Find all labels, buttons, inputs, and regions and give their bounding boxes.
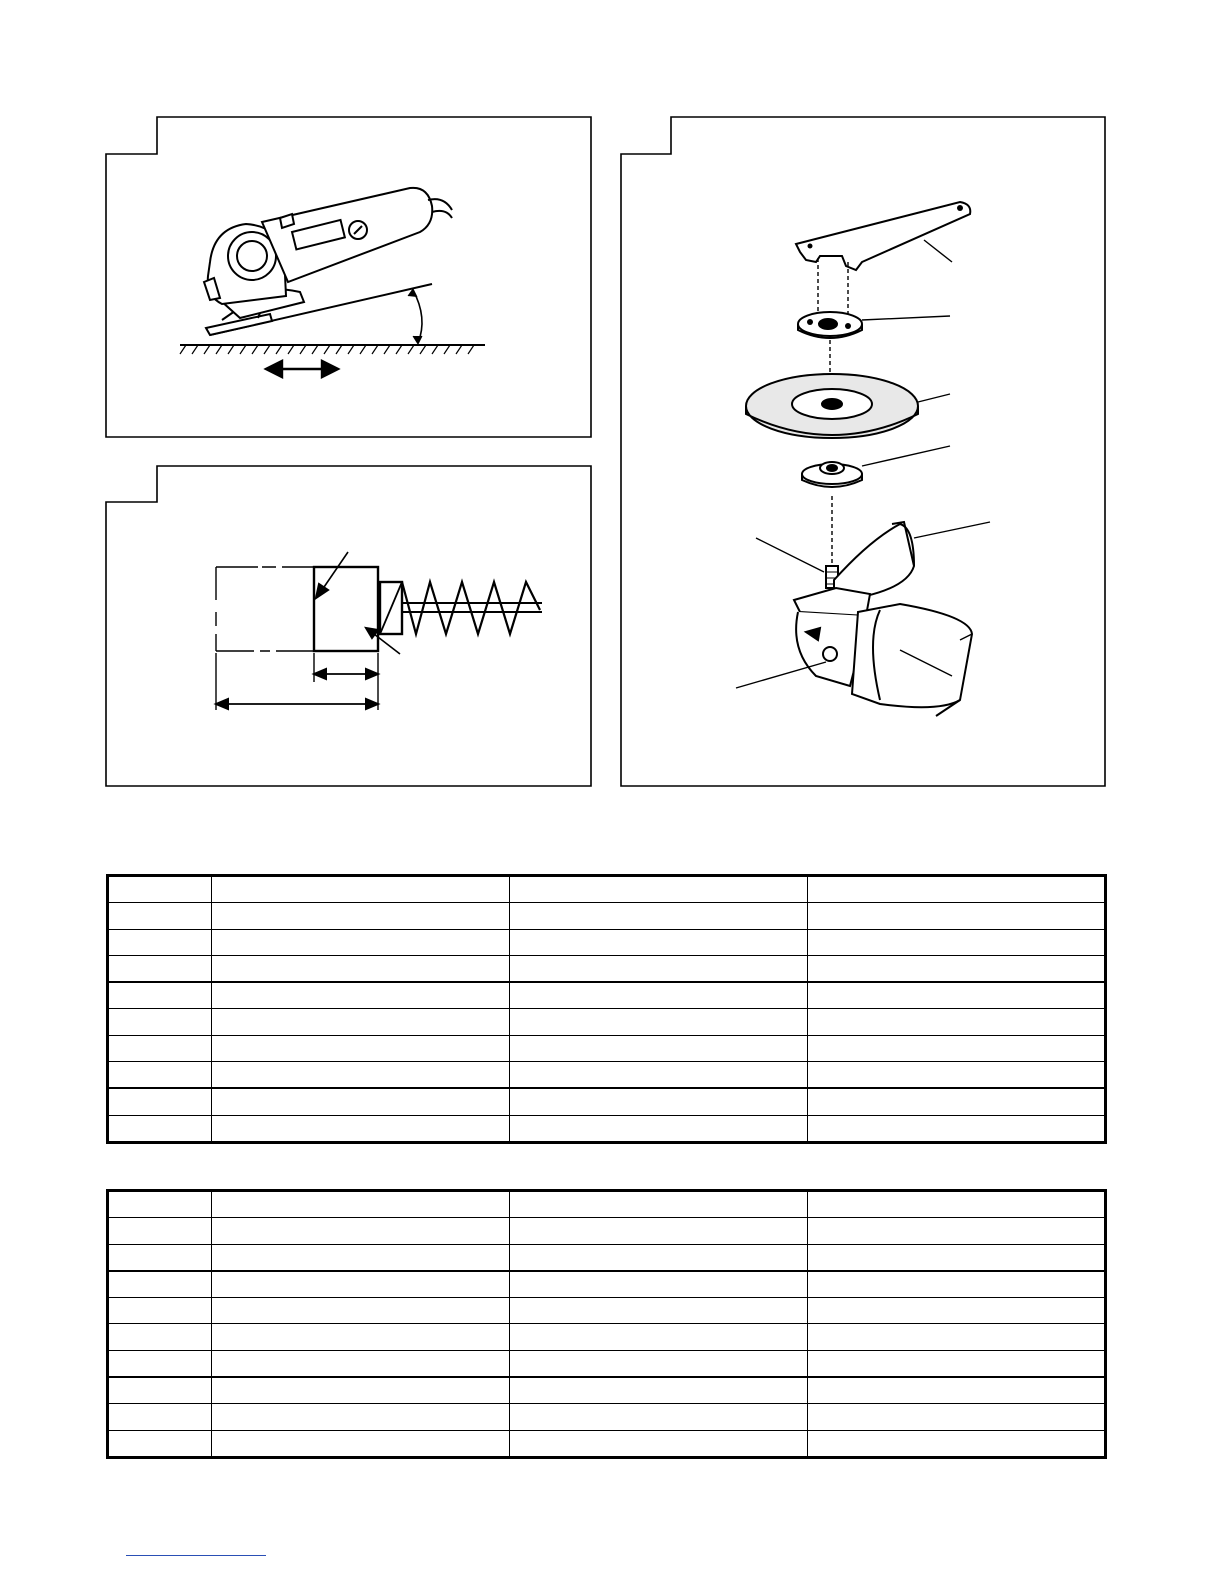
table-cell (108, 1088, 212, 1115)
table-row (108, 1009, 1106, 1035)
table-cell (808, 1271, 1106, 1298)
table-cell (510, 1009, 808, 1035)
table-cell (808, 982, 1106, 1009)
table-cell (510, 1035, 808, 1061)
table-row (108, 1298, 1106, 1324)
table-cell (808, 929, 1106, 955)
table-cell (108, 1009, 212, 1035)
table-cell (212, 929, 510, 955)
table-cell (212, 1088, 510, 1115)
table-row (108, 1218, 1106, 1244)
table-cell (510, 1377, 808, 1404)
table-row (108, 1088, 1106, 1115)
table-cell (510, 1088, 808, 1115)
table-cell (212, 1324, 510, 1350)
table-row (108, 982, 1106, 1009)
table-cell (212, 1062, 510, 1089)
table-cell (510, 1191, 808, 1218)
table-cell (808, 876, 1106, 903)
table-cell (212, 1191, 510, 1218)
table-cell (510, 1244, 808, 1271)
table-cell (808, 1088, 1106, 1115)
table-cell (108, 929, 212, 955)
spec-table-1 (106, 874, 1107, 1144)
table-cell (212, 1009, 510, 1035)
table-cell (108, 1430, 212, 1457)
table-cell (808, 1009, 1106, 1035)
table-row (108, 1430, 1106, 1457)
table-cell (808, 1035, 1106, 1061)
table-row (108, 1035, 1106, 1061)
table-cell (808, 1377, 1106, 1404)
figure-1-motion-arrow (266, 361, 338, 377)
table-cell (108, 1271, 212, 1298)
table-cell (808, 903, 1106, 929)
table-cell (212, 1350, 510, 1377)
table-cell (108, 1218, 212, 1244)
table-row (108, 1324, 1106, 1350)
table-cell (510, 876, 808, 903)
table-cell (108, 1191, 212, 1218)
table-row (108, 1404, 1106, 1430)
table-cell (510, 1324, 808, 1350)
table-cell (108, 1035, 212, 1061)
table-cell (212, 1298, 510, 1324)
table-cell (108, 1298, 212, 1324)
table-cell (510, 929, 808, 955)
table-cell (212, 1377, 510, 1404)
table-cell (212, 1271, 510, 1298)
table-cell (108, 1404, 212, 1430)
table-cell (510, 982, 808, 1009)
spec-table-2 (106, 1189, 1107, 1459)
table-cell (808, 1324, 1106, 1350)
table-cell (108, 1350, 212, 1377)
table-cell (808, 1244, 1106, 1271)
table-cell (510, 903, 808, 929)
table-row (108, 876, 1106, 903)
table-cell (808, 1350, 1106, 1377)
table-cell (212, 876, 510, 903)
table-cell (510, 1430, 808, 1457)
table-cell (510, 1404, 808, 1430)
table-cell (510, 1218, 808, 1244)
table-cell (108, 982, 212, 1009)
table-row (108, 1062, 1106, 1089)
table-cell (510, 955, 808, 982)
table-row (108, 1115, 1106, 1142)
table-cell (212, 1218, 510, 1244)
table-cell (808, 955, 1106, 982)
table-cell (212, 1115, 510, 1142)
table-row (108, 1377, 1106, 1404)
table-row (108, 1191, 1106, 1218)
table-cell (108, 955, 212, 982)
table-cell (808, 1062, 1106, 1089)
table-cell (808, 1298, 1106, 1324)
table-row (108, 1350, 1106, 1377)
table-cell (510, 1115, 808, 1142)
table-cell (808, 1430, 1106, 1457)
figure-2-brush-diagram (216, 552, 542, 710)
table-cell (108, 1244, 212, 1271)
table-cell (212, 1430, 510, 1457)
footer-link-underline[interactable] (126, 1555, 266, 1556)
figure-2-panel (106, 466, 591, 786)
table-cell (212, 903, 510, 929)
table-cell (212, 1404, 510, 1430)
figure-3-exploded-view (736, 202, 990, 716)
table-cell (108, 1062, 212, 1089)
table-cell (510, 1271, 808, 1298)
table-cell (808, 1218, 1106, 1244)
table-cell (108, 903, 212, 929)
table-row (108, 1271, 1106, 1298)
table-cell (212, 1035, 510, 1061)
table-row (108, 1244, 1106, 1271)
figure-1-grinder-illustration (180, 188, 485, 354)
table-row (108, 955, 1106, 982)
table-row (108, 903, 1106, 929)
table-cell (108, 876, 212, 903)
table-cell (212, 1244, 510, 1271)
table-row (108, 929, 1106, 955)
table-cell (108, 1324, 212, 1350)
table-cell (510, 1062, 808, 1089)
table-cell (510, 1298, 808, 1324)
table-cell (108, 1377, 212, 1404)
table-cell (108, 1115, 212, 1142)
table-cell (510, 1350, 808, 1377)
table-cell (808, 1191, 1106, 1218)
table-cell (808, 1115, 1106, 1142)
table-cell (212, 955, 510, 982)
table-cell (212, 982, 510, 1009)
table-cell (808, 1404, 1106, 1430)
figure-1-panel (106, 117, 591, 437)
